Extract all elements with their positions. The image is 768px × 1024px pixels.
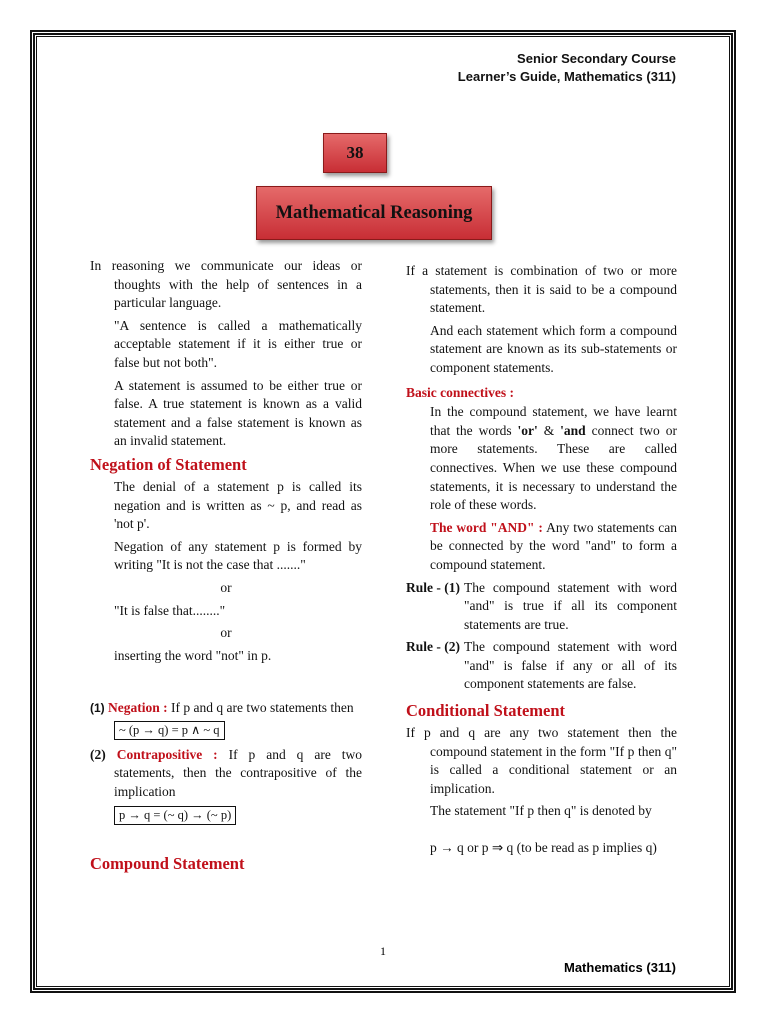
rule-1-label: Rule - (1) <box>406 579 460 595</box>
left-para-1: In reasoning we communicate our ideas or thoughts with the help of sentences in a particular language. <box>90 258 362 311</box>
conditional-heading: Conditional Statement <box>406 701 566 721</box>
item-1-number: (1) <box>90 701 105 716</box>
item-1-text: If p and q are two statements then <box>171 700 354 716</box>
right-para-4: If p and q are any two statement then the compound statement in the form "If p then q" is called a conditional statement or an implication. <box>406 725 677 796</box>
negation-formula: ~ (p → q) = p ∧ ~ q <box>114 721 225 740</box>
and-para <box>406 519 677 575</box>
and-text: Any two statements can be connected by the word "and" to form a compound statement. <box>430 519 677 572</box>
item-1-label: Negation : <box>108 700 168 716</box>
left-column <box>90 257 362 875</box>
item-2-number: (2) <box>90 746 106 762</box>
left-para-6: "It is false that........" <box>114 602 226 618</box>
right-para-2: And each statement which form a compound statement are known as its sub-statements or component statements. <box>430 322 677 375</box>
left-para-7: inserting the word "not" in p. <box>114 647 272 663</box>
right-para-1: If a statement is combination of two or more statements, then it is said to be a compound statement. <box>406 263 677 316</box>
or-1: or <box>220 579 232 595</box>
item-2-text: If p and q are two statements, then the contrapositive of the implication <box>114 746 363 800</box>
chapter-number: 38 <box>346 143 364 162</box>
chapter-title-box <box>256 186 492 240</box>
chapter-number-box <box>323 133 387 173</box>
rule-1 <box>406 579 677 635</box>
left-para-2: "A sentence is called a mathematically acceptable statement if it is either true or false but not both". <box>114 317 362 370</box>
chapter-title: Mathematical Reasoning <box>275 202 473 223</box>
right-column <box>406 262 677 858</box>
footer: Mathematics (311) <box>564 960 676 975</box>
left-para-5: Negation of any statement p is formed by writing "It is not the case that ......." <box>114 538 362 573</box>
rule-2-text: The compound statement with word "and" is false if any or all of its component statements are false. <box>464 639 677 692</box>
and-label: The word "AND" : <box>430 519 543 535</box>
right-para-3-amp: & <box>537 422 561 438</box>
word-and: 'and <box>560 422 586 438</box>
or-2: or <box>220 625 232 641</box>
header-course: Senior Secondary Course <box>517 51 676 66</box>
compound-heading: Compound Statement <box>90 853 245 873</box>
right-para-6: p → q or p ⇒ q (to be read as p implies q) <box>430 840 657 856</box>
rule-1-text: The compound statement with word "and" is true if all its component statements are true. <box>464 579 677 632</box>
page-number: 1 <box>380 944 386 958</box>
right-para-3-a: In the compound statement, we have learnt that the words <box>430 404 677 438</box>
rule-2 <box>406 638 677 694</box>
contrapositive-formula: p → q = (~ q) → (~ p) <box>114 806 236 825</box>
right-para-3-b: connect two or more statements. These are called connectives. When we use these compound statements, it is necessary to understand the role of these words. <box>430 422 677 513</box>
connectives-heading: Basic connectives : <box>406 384 514 400</box>
right-para-3 <box>406 403 677 515</box>
contrapositive-item <box>90 746 362 825</box>
item-2-label: Contrapositive : <box>116 746 218 762</box>
negation-heading: Negation of Statement <box>90 454 247 474</box>
word-or: 'or' <box>517 422 538 438</box>
left-para-4: The denial of a statement p is called its negation and is written as ~ p, and read as 'not p'. <box>114 478 362 532</box>
left-para-3: A statement is assumed to be either true or false. A true statement is known as a valid statement and a false statement is known as an invalid statement. <box>114 377 362 449</box>
right-para-5: The statement "If p then q" is denoted by <box>430 803 652 819</box>
rule-2-label: Rule - (2) <box>406 639 460 655</box>
header <box>458 50 676 86</box>
negation-item <box>90 699 362 740</box>
header-guide: Learner’s Guide, Mathematics (311) <box>457 69 676 84</box>
